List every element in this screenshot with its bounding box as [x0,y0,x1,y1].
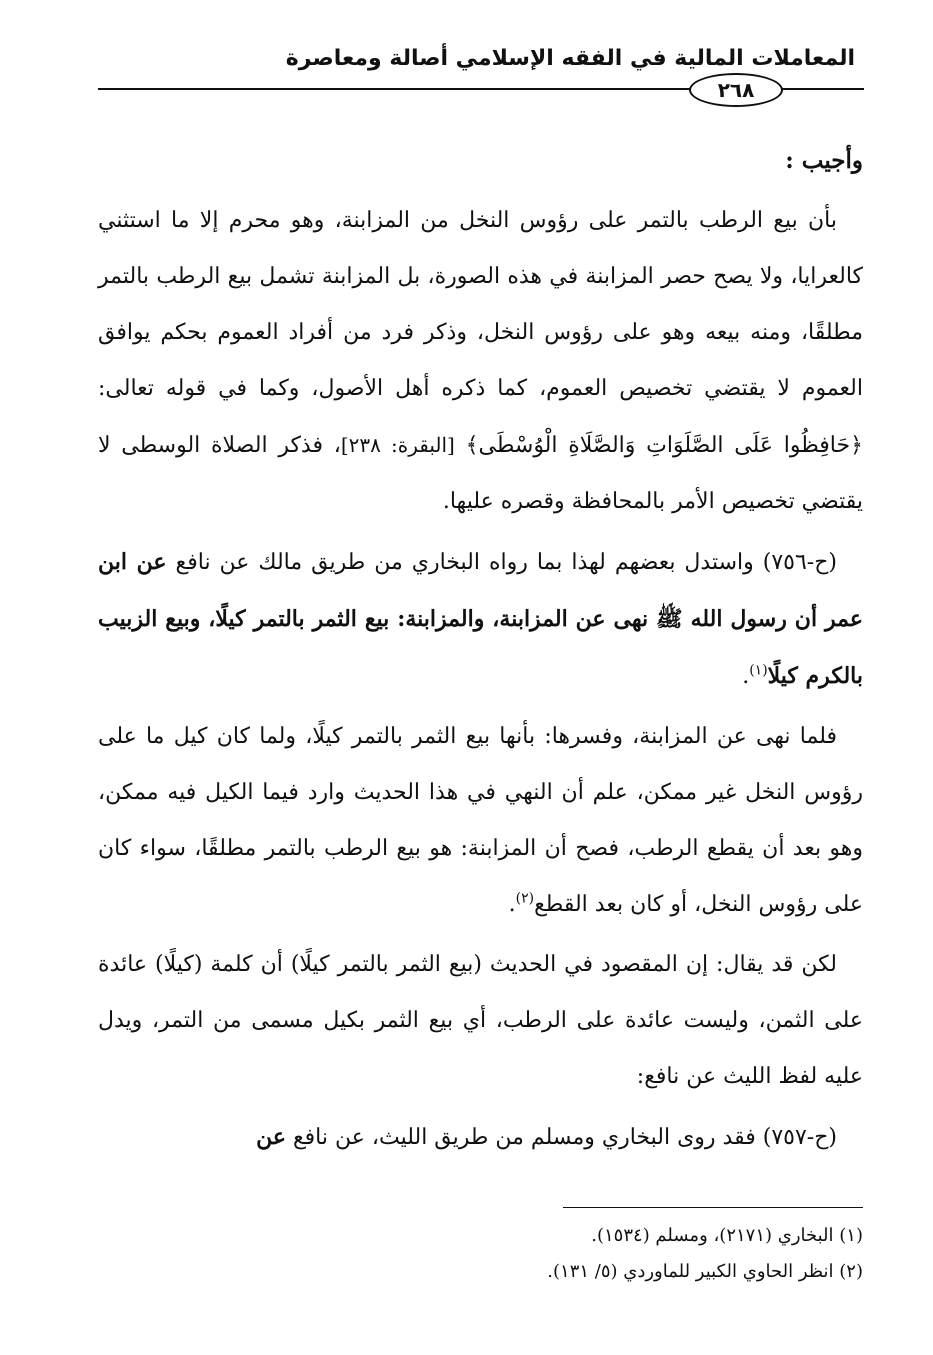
answer-heading: وأجيب : [785,147,863,174]
quran-reference: [البقرة: ٢٣٨] [340,433,455,457]
footnotes [98,1218,863,1290]
objection-text: لكن قد يقال: إن المقصود في الحديث (بيع الثمر بالتمر كيلًا) أن كلمة (كيلًا) عائدة على الثمن، وليست عائدة على الرطب، أي بيع الثمر بكيل مسمى من التمر، ويدل عليه لفظ الليث عن نافع: [98,952,863,1089]
paragraph-answer-text-b: ، فذكر الصلاة الوسطى لا يقتضي تخصيص الأمر بالمحافظة وقصره عليها. [98,433,863,514]
footnote-1: (١) البخاري (٢١٧١)، ومسلم (١٥٣٤). [591,1225,863,1246]
paragraph-answer-text-a: بأن بيع الرطب بالتمر على رؤوس النخل من المزابنة، وهو محرم إلا ما استثني كالعرايا، ولا يصح حصر المزابنة في هذه الصورة، بل المزابنة تشمل بيع الرطب بالتمر مطلقًا، ومنه بيعه وهو على رؤوس النخل، وذكر فرد من أفراد العموم بحكم يوافق العموم لا يقتضي تخصيص العموم، كما ذكره أهل الأصول، وكما في قوله تعالى: [98,208,864,401]
hadith-756-text: عن ابن عمر أن رسول الله ﷺ نهى عن المزابنة، والمزابنة: بيع الثمر بالتمر كيلًا، وبيع الزبيب بالكرم كيلًا [98,549,863,689]
page-number-badge [689,73,783,107]
explanation-text: فلما نهى عن المزابنة، وفسرها: بأنها بيع الثمر بالتمر كيلًا، ولما كان كيل ما على رؤوس النخل غير ممكن، علم أن النهي في هذا الحديث وارد فيما الكيل فيه ممكن، وهو بعد أن يقطع الرطب، فصح أن المزابنة: هو بيع الرطب بالتمر مطلقًا، سواء كان على رؤوس النخل، أو كان بعد القطع [98,724,863,917]
quran-verse: ﴿حَافِظُوا عَلَى الصَّلَوَاتِ وَالصَّلَاةِ الْوُسْطَى﴾ [465,433,863,458]
paragraph-explanation [98,709,863,933]
footnote-marker-1[interactable]: (١) [749,662,768,679]
paragraph-hadith-757 [98,1109,863,1166]
hadith-756-end: . [742,664,750,689]
page-number: ٢٦٨ [717,78,755,102]
body-text [98,133,863,1170]
footnote-rule [563,1207,863,1208]
paragraph-hadith-756 [98,534,863,705]
footnote-2: (٢) انظر الحاوي الكبير للماوردي (٥/ ١٣١). [547,1261,863,1282]
paragraph-answer [98,193,863,530]
hadith-756-intro: (ح-٧٥٦) واستدل بعضهم لهذا بما رواه البخاري من طريق مالك عن نافع [175,550,838,575]
hadith-757-intro: (ح-٧٥٧) فقد روى البخاري ومسلم من طريق الليث، عن نافع [292,1125,837,1150]
paragraph-objection [98,937,863,1105]
hadith-757-bold: عن [256,1124,286,1150]
running-title: المعاملات المالية في الفقه الإسلامي أصالة ومعاصرة [285,46,855,71]
explanation-end: . [508,892,516,917]
footnote-marker-2[interactable]: (٢) [515,890,535,907]
